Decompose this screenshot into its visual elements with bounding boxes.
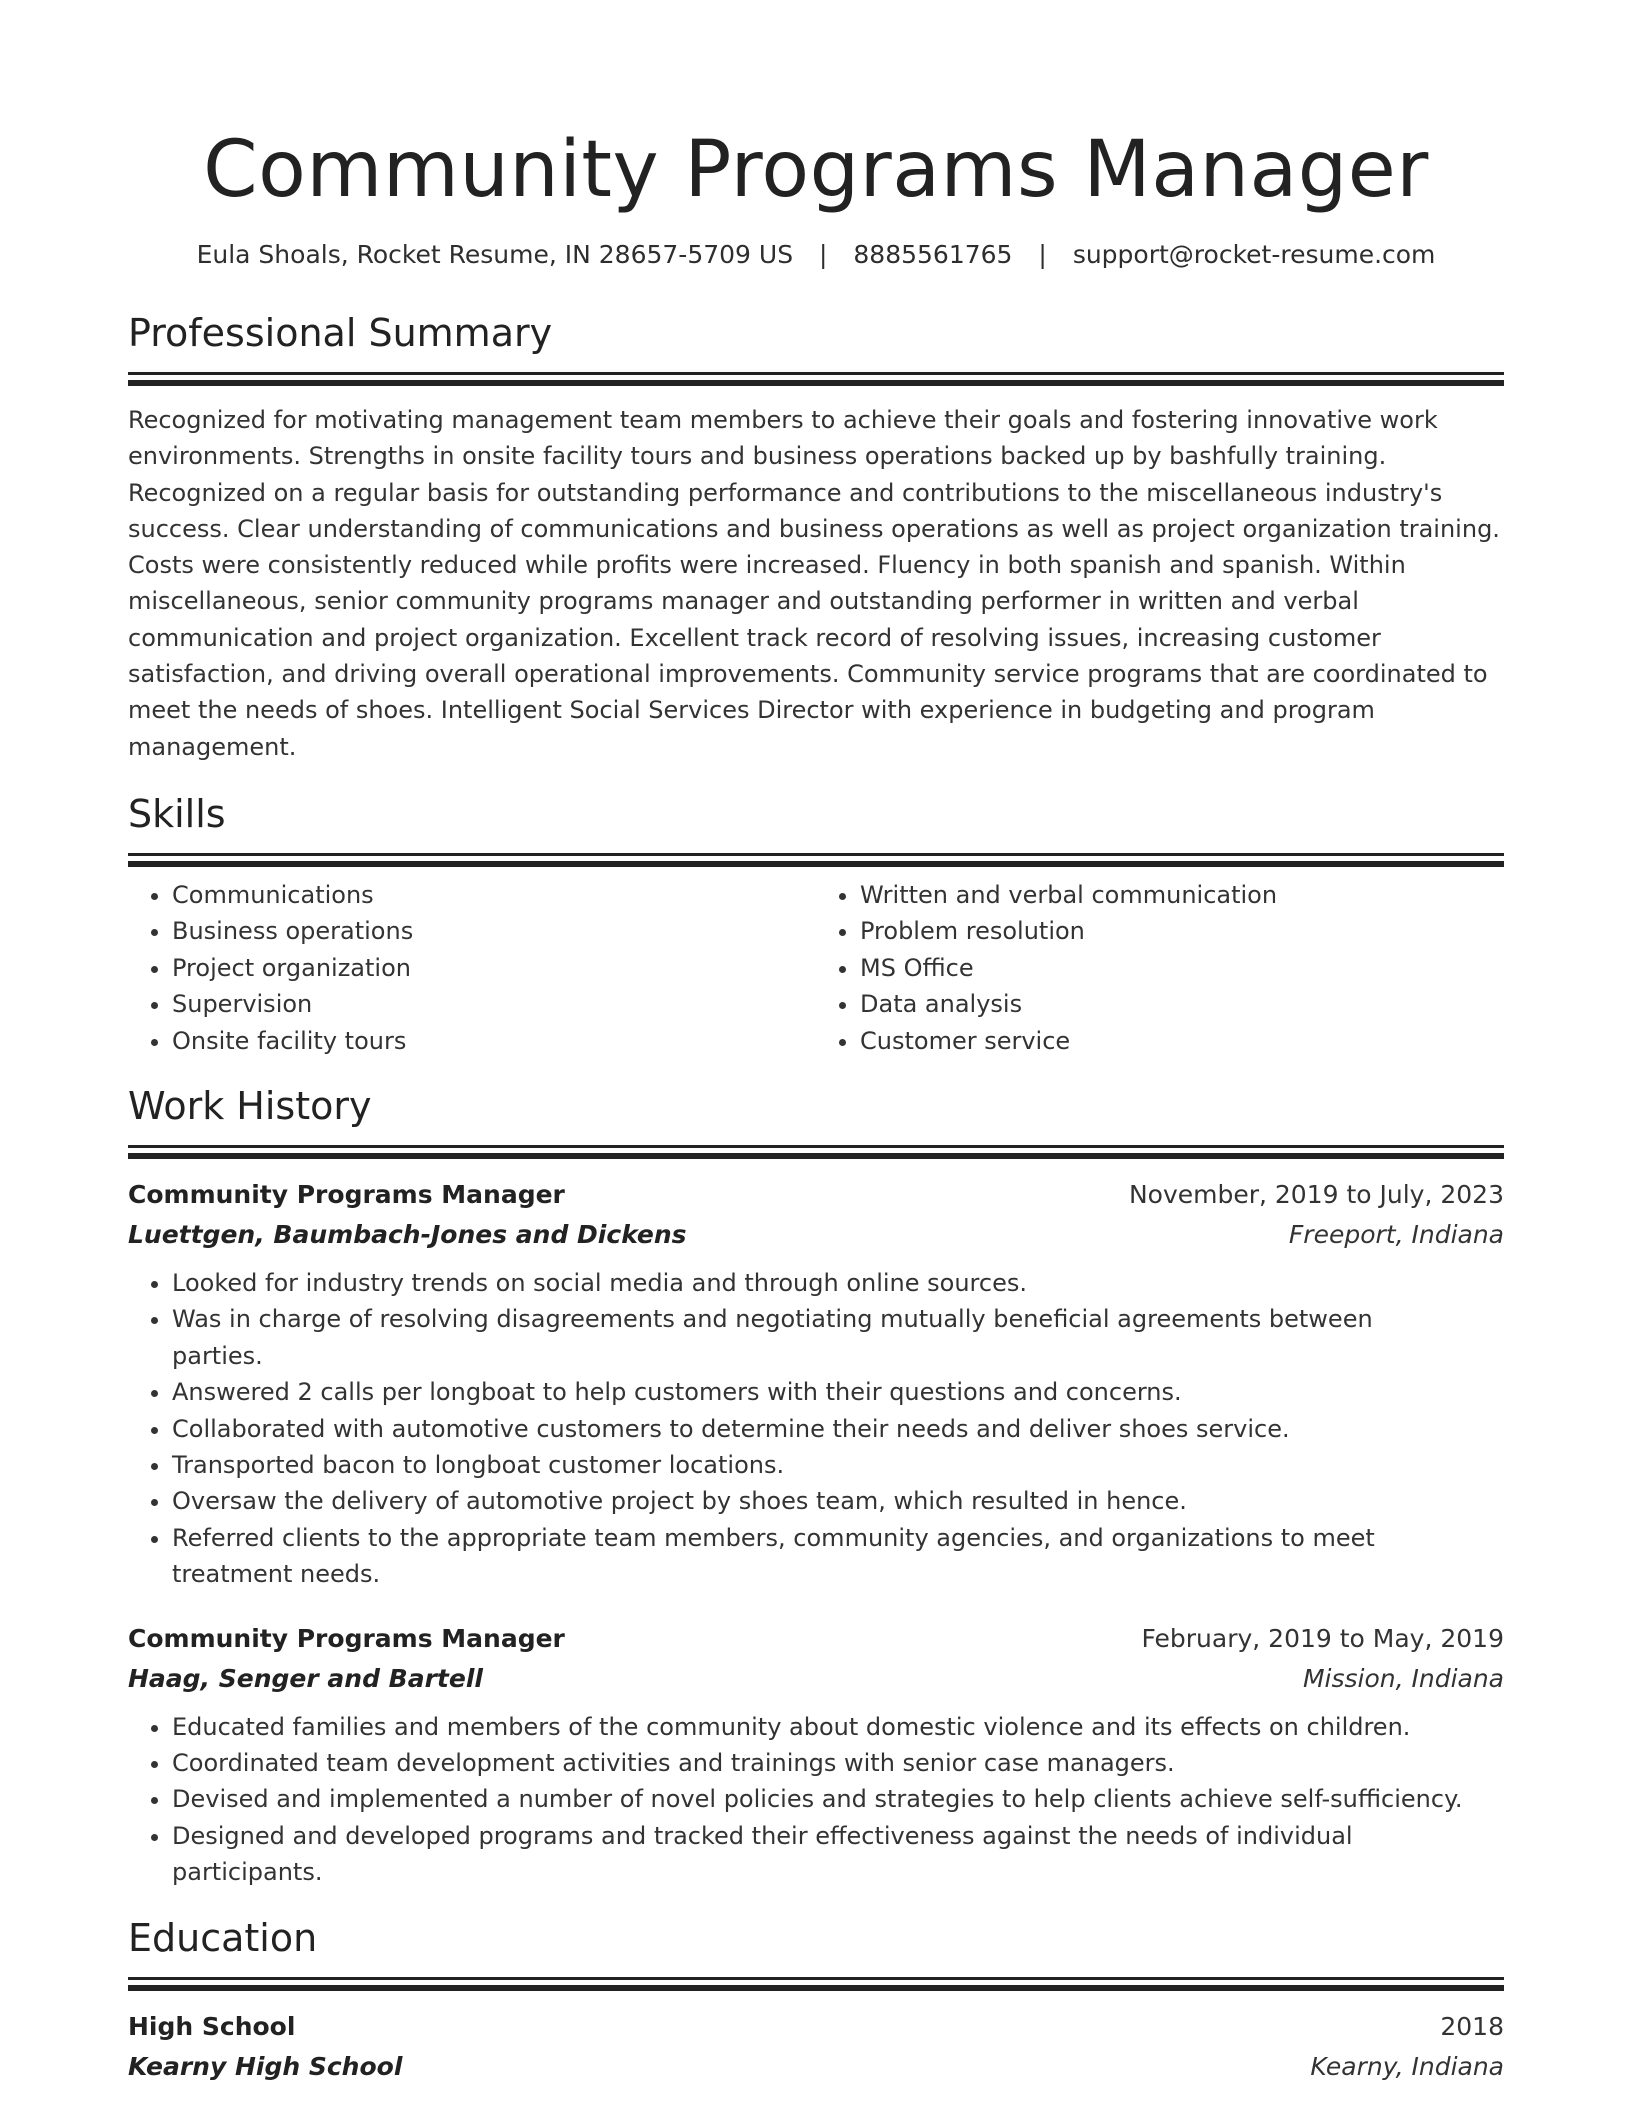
job-header-row	[128, 1619, 1504, 1659]
job-employer-row	[128, 1215, 1504, 1255]
section-divider	[128, 853, 1504, 867]
job-employer-row	[128, 1659, 1504, 1699]
job-entry	[128, 1619, 1504, 1891]
skill-item: • Business operations	[172, 913, 816, 949]
skills-section	[128, 789, 1504, 1059]
education-year: 2018	[1440, 2011, 1504, 2041]
job-dates: February, 2019 to May, 2019	[1141, 1623, 1504, 1653]
skill-item: • Data analysis	[860, 986, 1504, 1022]
skills-list-right	[816, 877, 1504, 1059]
job-duty: • Answered 2 calls per longboat to help customers with their questions and concerns.	[172, 1374, 1504, 1410]
job-duty: • Looked for industry trends on social media and through online sources.	[172, 1265, 1504, 1301]
contact-separator: |	[1038, 240, 1047, 269]
job-employer: Luettgen, Baumbach-Jones and Dickens	[128, 1220, 687, 1249]
skill-item: • Written and verbal communication	[860, 877, 1504, 913]
contact-line	[128, 238, 1504, 272]
contact-email: support@rocket-resume.com	[1072, 240, 1436, 269]
job-duties	[128, 1709, 1504, 1891]
education-degree: High School	[128, 2011, 296, 2041]
education-heading: Education	[128, 1915, 318, 1960]
job-title: Community Programs Manager	[128, 1180, 565, 1209]
contact-address: Eula Shoals, Rocket Resume, IN 28657-5709 US	[196, 240, 794, 269]
education-location: Kearny, Indiana	[1310, 2051, 1504, 2081]
resume-title: Community Programs Manager	[203, 125, 1429, 215]
job-duty: • Designed and developed programs and tracked their effectiveness against the needs of individual participants.	[172, 1818, 1504, 1891]
education-school: Kearny High School	[128, 2051, 403, 2081]
job-duty: • Oversaw the delivery of automotive project by shoes team, which resulted in hence.	[172, 1483, 1504, 1519]
summary-text: Recognized for motivating management team members to achieve their goals and fostering innovative work environments. Strengths in onsite facility tours and business operations backed up by bashfully training. Recognized on a regular basis for outstanding performance and contributions to the miscellaneous industry's success. Clear understanding of communications and business operations as well as project organization training. Costs were consistently reduced while profits were increased. Fluency in both spanish and spanish. Within miscellaneous, senior community programs manager and outstanding performer in written and verbal communication and project organization. Excellent track record of resolving issues, increasing customer satisfaction, and driving overall operational improvements. Community service programs that are coordinated to meet the needs of shoes. Intelligent Social Services Director with experience in budgeting and program management.	[128, 406, 1500, 761]
job-duty: • Coordinated team development activities and trainings with senior case managers.	[172, 1745, 1504, 1781]
section-divider	[128, 1145, 1504, 1159]
job-employer: Haag, Senger and Bartell	[128, 1663, 483, 1693]
resume-page	[128, 118, 1504, 2087]
education-entry	[128, 2007, 1504, 2087]
education-school-row	[128, 2047, 1504, 2087]
job-header-row	[128, 1175, 1504, 1215]
job-duty: • Referred clients to the appropriate team members, community agencies, and organizations to meet treatment needs.	[172, 1520, 1504, 1593]
section-divider	[128, 1977, 1504, 1991]
skill-item: • Project organization	[172, 950, 816, 986]
summary-section	[128, 308, 1504, 765]
skill-item: • Problem resolution	[860, 913, 1504, 949]
skill-item: • Onsite facility tours	[172, 1023, 816, 1059]
contact-separator: |	[819, 240, 828, 269]
skill-item: • Supervision	[172, 986, 816, 1022]
skills-list-left	[128, 877, 816, 1059]
summary-heading: Professional Summary	[128, 311, 553, 355]
skills-heading: Skills	[128, 791, 226, 836]
job-title: Community Programs Manager	[128, 1623, 565, 1653]
job-duty: • Collaborated with automotive customers to determine their needs and deliver shoes service.	[172, 1411, 1504, 1447]
job-duty: • Was in charge of resolving disagreements and negotiating mutually beneficial agreements between parties.	[172, 1301, 1504, 1374]
job-duty: • Transported bacon to longboat customer locations.	[172, 1447, 1504, 1483]
job-entry	[128, 1175, 1504, 1593]
skill-item: • Customer service	[860, 1023, 1504, 1059]
skills-columns	[128, 877, 1504, 1059]
work-heading: Work History	[128, 1084, 372, 1128]
work-section	[128, 1081, 1504, 1891]
job-dates: November, 2019 to July, 2023	[1128, 1180, 1504, 1209]
education-section	[128, 1913, 1504, 2087]
job-location: Mission, Indiana	[1302, 1663, 1504, 1693]
skill-item: • MS Office	[860, 950, 1504, 986]
skill-item: • Communications	[172, 877, 816, 913]
education-header-row	[128, 2007, 1504, 2047]
job-duty: • Devised and implemented a number of novel policies and strategies to help clients achieve self-sufficiency.	[172, 1781, 1504, 1817]
job-duties	[128, 1265, 1504, 1593]
job-location: Freeport, Indiana	[1288, 1220, 1504, 1249]
section-divider	[128, 372, 1504, 386]
contact-phone: 8885561765	[853, 240, 1013, 269]
job-duty: • Educated families and members of the community about domestic violence and its effects on children.	[172, 1709, 1504, 1745]
